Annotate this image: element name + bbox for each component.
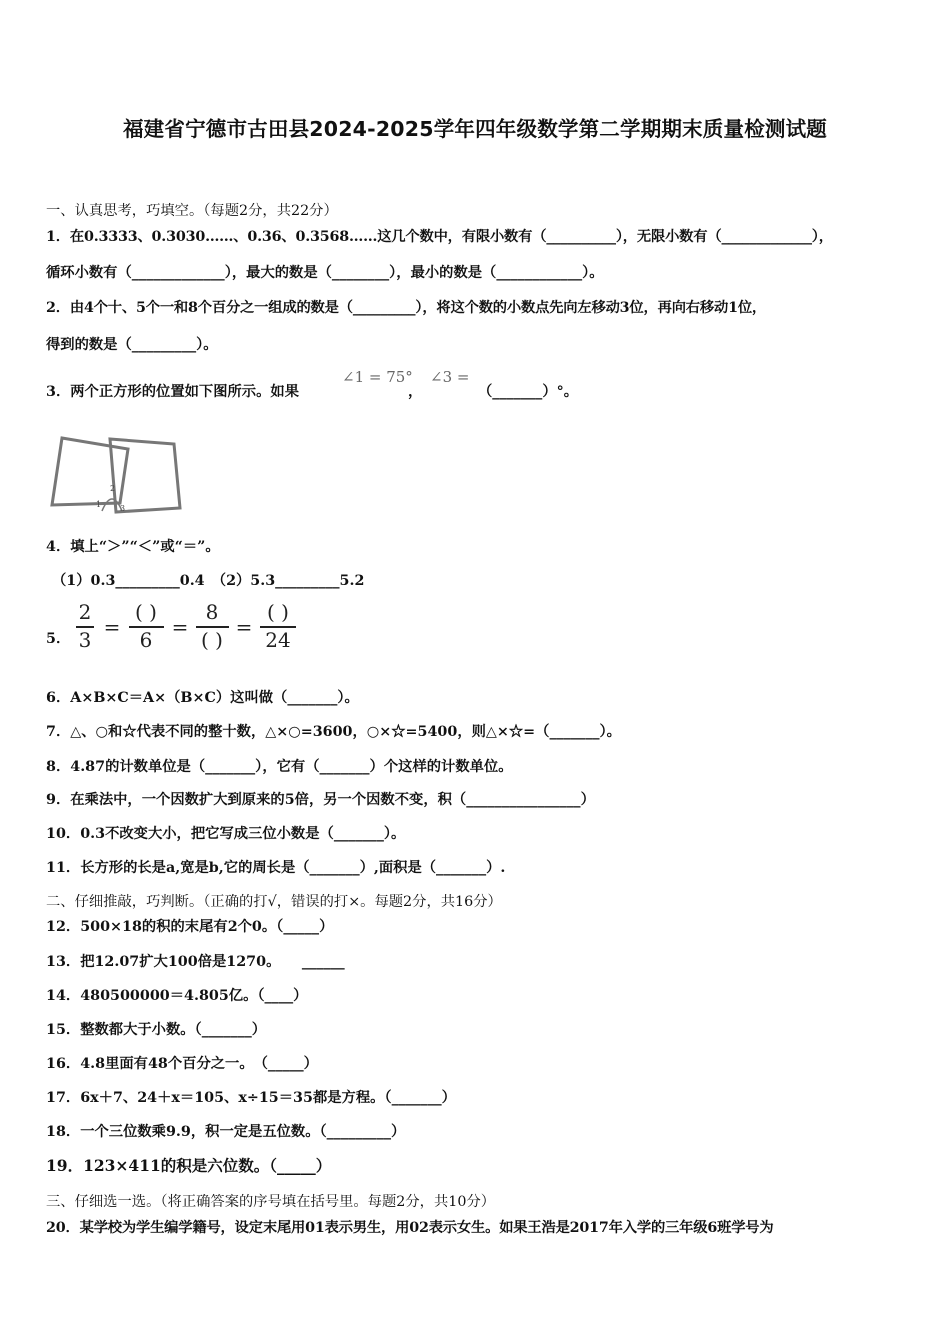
fraction-2-numerator: ( ) — [135, 600, 157, 624]
question-13: 13．把12.07扩大100倍是1270。 ______ — [46, 954, 345, 970]
section-1-heading: 一、认真思考，巧填空。（每题2分，共22分） — [46, 203, 338, 219]
question-4-sub: （1）0.3_________0.4 （2）5.3_________5.2 — [52, 573, 365, 589]
question-15: 15．整数都大于小数。（_______） — [46, 1022, 267, 1038]
fraction-2-denominator: 6 — [139, 628, 153, 652]
question-3-comma: ， — [408, 384, 423, 400]
label-3: 3 — [120, 504, 126, 513]
question-11: 11．长方形的长是a,宽是b,它的周长是（_______）,面积是（_______）. — [46, 860, 506, 876]
question-19: 19．123×411的积是六位数。（_____） — [46, 1156, 332, 1175]
fraction-1-numerator: 2 — [78, 600, 92, 624]
question-2-line-1: 2．由4个十、5个一和8个百分之一组成的数是（_________），将这个数的小数点先向左移动3位，再向右移动1位， — [46, 300, 767, 316]
question-14: 14．480500000＝4.805亿。（____） — [46, 988, 308, 1004]
question-10: 10．0.3不改变大小，把它写成三位小数是（_______）。 — [46, 826, 406, 842]
question-6: 6．A×B×C＝A×（B×C）这叫做（_______）。 — [46, 690, 359, 706]
equals-sign: = — [103, 615, 121, 639]
question-8: 8．4.87的计数单位是（_______），它有（_______）个这样的计数单位。 — [46, 759, 513, 775]
fraction-1-denominator: 3 — [78, 628, 92, 652]
question-12: 12．500×18的积的末尾有2个0。（_____） — [46, 919, 334, 935]
fraction-3-numerator: 8 — [205, 600, 219, 624]
question-5-number: 5． — [46, 631, 71, 647]
fraction-4-denominator: 24 — [265, 628, 291, 652]
fraction-4-numerator: ( ) — [267, 600, 289, 624]
equals-sign: = — [235, 615, 253, 639]
label-1: 1 — [96, 500, 102, 509]
section-3-heading: 三、仔细选一选。（将正确答案的序号填在括号里。每题2分，共10分） — [46, 1194, 496, 1210]
label-2: 2 — [110, 484, 116, 493]
section-2-heading: 二、仔细推敲，巧判断。（正确的打√，错误的打×。每题2分，共16分） — [46, 894, 502, 910]
page-title: 福建省宁德市古田县2024-2025学年四年级数学第二学期期末质量检测试题 — [122, 117, 828, 141]
fraction-3-denominator: ( ) — [201, 628, 223, 652]
left-square — [52, 438, 128, 505]
two-squares-figure — [46, 435, 186, 517]
question-17: 17．6x＋7、24＋x＝105、x÷15＝35都是方程。（_______） — [46, 1090, 456, 1106]
question-1-line-1: 1．在0.3333、0.3030……、0.36、0.3568……这几个数中，有限小数有（__________），无限小数有（_____________）， — [46, 229, 833, 245]
question-20: 20．某学校为学生编学籍号，设定末尾用01表示男生，用02表示女生。如果王浩是2017年入学的三年级6班学号为 — [46, 1220, 774, 1236]
fraction-equation — [72, 599, 312, 659]
question-3-prefix: 3．两个正方形的位置如下图所示。如果 — [46, 384, 299, 400]
question-4: 4．填上“＞”“＜”或“＝”。 — [46, 539, 220, 555]
question-3 — [46, 383, 299, 401]
question-1-line-2: 循环小数有（_____________），最大的数是（________），最小的数是（____________）。 — [46, 265, 604, 281]
question-7: 7．△、○和☆代表不同的整十数，△×○=3600，○×☆=5400，则△×☆=（_______）。 — [46, 724, 621, 740]
angle-3-formula: ∠3 = — [430, 368, 470, 386]
equals-sign: = — [171, 615, 189, 639]
question-16: 16．4.8里面有48个百分之一。 （_____） — [46, 1056, 318, 1072]
question-3-suffix: （_______）°。 — [478, 384, 579, 400]
question-18: 18．一个三位数乘9.9，积一定是五位数。（_________） — [46, 1124, 406, 1140]
question-9: 9．在乘法中，一个因数扩大到原来的5倍，另一个因数不变，积（________________） — [46, 792, 595, 808]
angle-1-formula: ∠1 = 75° — [342, 368, 413, 386]
question-2-line-2: 得到的数是（_________）。 — [46, 337, 218, 353]
